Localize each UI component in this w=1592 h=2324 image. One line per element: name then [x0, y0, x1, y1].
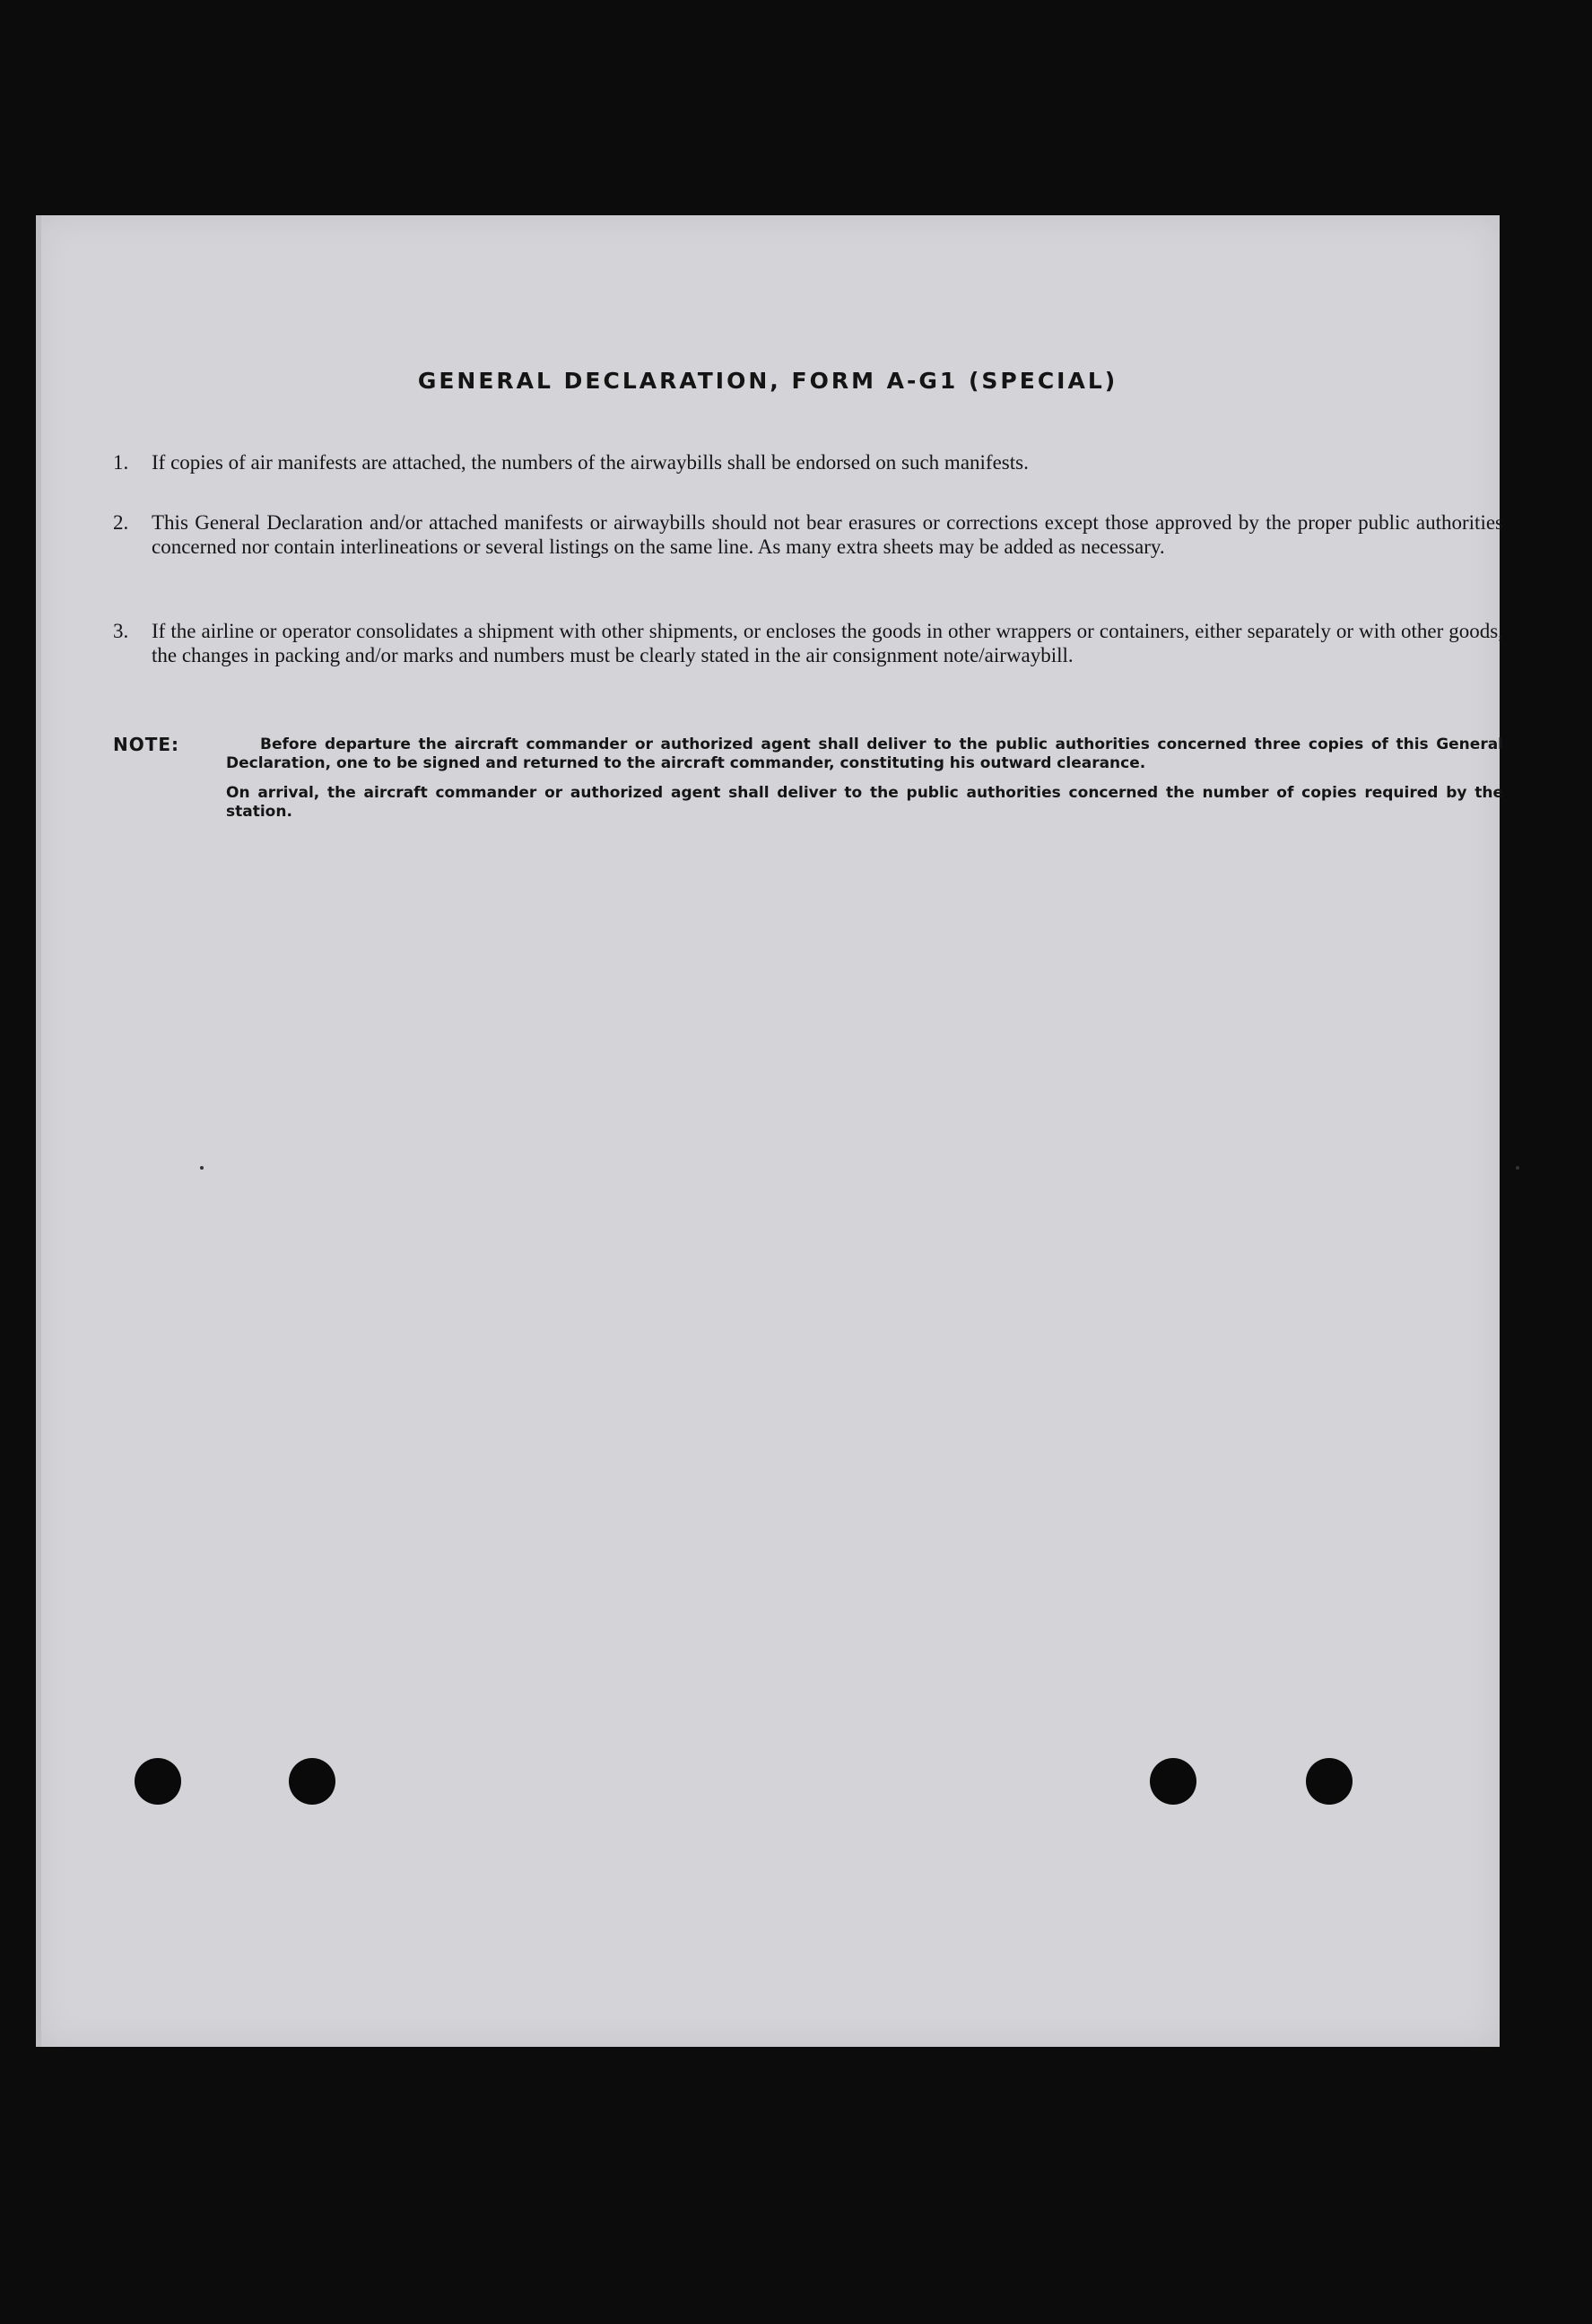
scan-speck	[200, 1166, 204, 1170]
note-section	[113, 735, 1503, 822]
form-sheet	[36, 215, 1503, 2047]
scan-speck	[1516, 1166, 1519, 1170]
item-text: If copies of air manifests are attached, the numbers of the airwaybills shall be endorsed on such manifests.	[152, 451, 1029, 474]
paper-edge	[36, 215, 41, 2047]
document-title: GENERAL DECLARATION, FORM A-G1 (SPECIAL)	[417, 368, 1118, 394]
instruction-item-3	[113, 619, 1503, 667]
punch-hole	[135, 1758, 181, 1805]
item-text: If the airline or operator consolidates a shipment with other shipments, or encloses the goods in other wrappers or containers, either separately or with other goods, the changes in packing and/or marks and numbers must be clearly stated in the air consignment note/airwaybill.	[152, 620, 1503, 666]
instruction-item-1	[113, 450, 1503, 474]
instruction-item-2	[113, 510, 1503, 559]
note-label: NOTE:	[113, 734, 180, 755]
note-paragraph-departure: Before departure the aircraft commander or authorized agent shall deliver to the public authorities concerned three copies of this General Declaration, one to be signed and returned to the aircraft commander, constituting his outward clearance.	[226, 735, 1503, 772]
item-number: 3.	[113, 620, 129, 642]
item-text: This General Declaration and/or attached manifests or airwaybills should not bear erasures or corrections except those approved by the proper public authorities concerned nor contain interlineations or several listings on the same line. As many extra sheets may be added as necessary.	[152, 511, 1503, 558]
punch-hole	[1306, 1758, 1353, 1805]
punch-hole	[289, 1758, 335, 1805]
note-paragraph-arrival: On arrival, the aircraft commander or authorized agent shall deliver to the public authorities concerned the number of copies required by the station.	[226, 784, 1503, 821]
item-number: 2.	[113, 511, 129, 534]
item-number: 1.	[113, 451, 129, 474]
punch-hole	[1150, 1758, 1196, 1805]
